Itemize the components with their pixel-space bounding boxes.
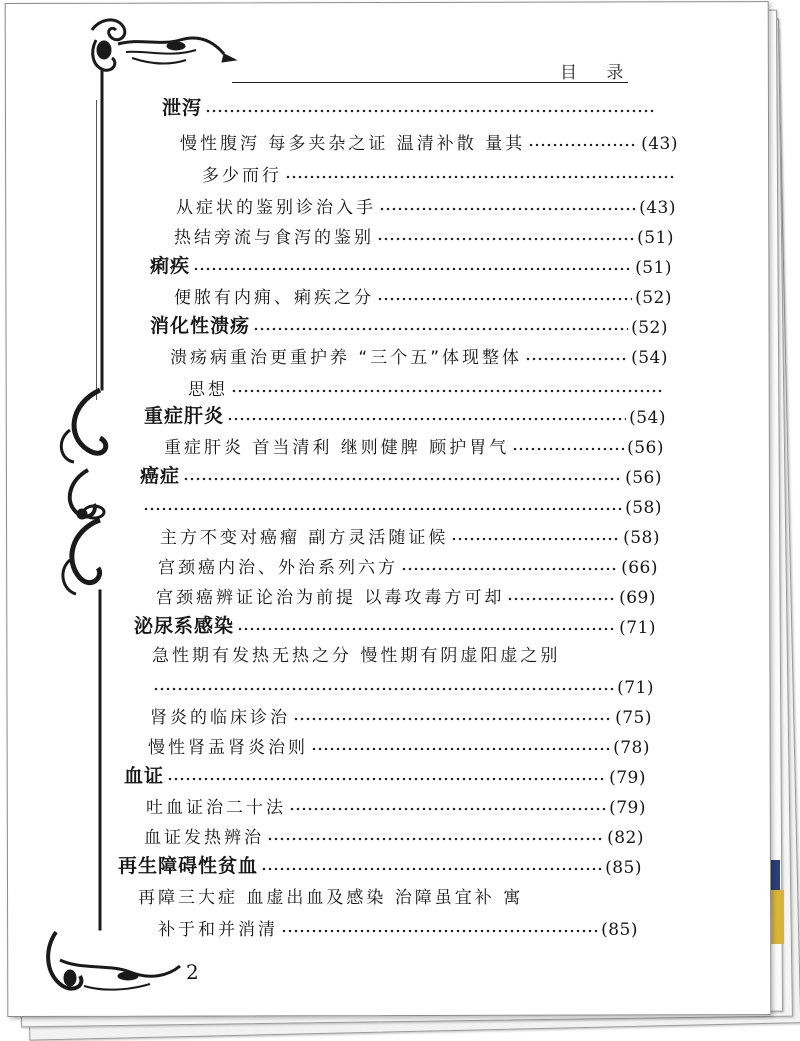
toc-leader-dots [525, 356, 628, 362]
toc-entry[interactable] [118, 852, 642, 878]
toc-entry-title: 宫颈癌内治、外治系列六方 [158, 558, 398, 578]
toc-entry[interactable] [134, 612, 656, 638]
toc-leader-dots [285, 174, 675, 180]
toc-entry-page: (71) [619, 618, 656, 638]
toc-entry-title: 热结旁流与食泻的鉴别 [174, 228, 374, 248]
toc-entry-title: 宫颈癌辨证论治为前提 以毒攻毒方可却 [156, 588, 505, 608]
toc-entry-title: 思想 [188, 380, 228, 400]
toc-entry-title: 主方不变对癌瘤 副方灵活随证候 [160, 528, 449, 548]
toc-entry[interactable] [170, 342, 668, 368]
toc-entry-page: (75) [615, 708, 652, 728]
toc-leader-dots [451, 536, 620, 542]
toc-entry[interactable] [156, 582, 656, 608]
toc-entry[interactable] [174, 222, 674, 248]
toc-entry-title: 吐血证治二十法 [146, 798, 286, 818]
toc-entry-title: 血证发热辨治 [144, 828, 264, 848]
toc-entry-page: (51) [637, 228, 674, 248]
toc-entry-page: (54) [629, 408, 666, 428]
toc-entry[interactable] [158, 552, 658, 578]
toc-entry-title: 癌症 [140, 465, 181, 487]
toc-entry[interactable] [144, 402, 666, 428]
toc-entry-page: (71) [617, 678, 654, 698]
toc-entry[interactable] [174, 282, 672, 308]
toc-entry-title: 泄泻 [162, 97, 203, 119]
toc-entry-title: 痢疾 [150, 255, 191, 277]
toc-leader-dots [231, 388, 663, 394]
toc-entry-page: (51) [635, 258, 672, 278]
toc-entry-page: (78) [613, 738, 650, 758]
toc-entry-page: (56) [627, 438, 664, 458]
toc-leader-dots [253, 326, 628, 332]
toc-leader-dots [237, 626, 616, 632]
toc-entry-title: 泌尿系感染 [134, 615, 235, 637]
toc-entry-title: 血证 [124, 765, 165, 787]
toc-entry[interactable] [150, 312, 668, 338]
toc-entry-title: 重症肝炎 首当清利 继则健脾 顾护胃气 [164, 438, 510, 458]
toc-entry-title: 重症肝炎 [144, 405, 225, 427]
toc-entry-page: (52) [635, 288, 672, 308]
toc-entry-continuation[interactable] [158, 914, 638, 940]
toc-leader-dots [293, 716, 612, 722]
toc-leader-dots [281, 928, 598, 934]
toc-entry-page: (79) [609, 768, 646, 788]
toc-entry-title: 再生障碍性贫血 [118, 855, 259, 877]
toc-entry-page: (56) [625, 468, 662, 488]
page-number: 2 [186, 960, 199, 984]
toc-leader-dots [267, 836, 604, 842]
toc-entry[interactable] [160, 522, 660, 548]
toc-entry-title: 慢性肾盂肾炎治则 [148, 738, 308, 758]
toc-entry[interactable] [162, 94, 658, 120]
toc-leader-dots [401, 566, 618, 572]
toc-leader-dots [377, 296, 632, 302]
toc-entry-page: (85) [601, 920, 638, 940]
toc-leader-dots [377, 236, 634, 242]
toc-leader-dots [289, 806, 606, 812]
toc-leader-dots [227, 416, 626, 422]
toc-entry-continuation[interactable] [188, 374, 666, 400]
toc-entry[interactable] [140, 462, 662, 488]
toc-entry[interactable] [150, 252, 672, 278]
toc-entry-page: (58) [623, 528, 660, 548]
toc-entry-page: (79) [609, 798, 646, 818]
toc-entry[interactable] [152, 640, 622, 666]
toc-entry-page: (43) [639, 198, 676, 218]
toc-entry[interactable] [146, 792, 646, 818]
toc-entry-page: (54) [631, 348, 668, 368]
toc-entry[interactable] [176, 192, 676, 218]
toc-leader-dots [507, 596, 616, 602]
toc-entry-page: (43) [641, 134, 678, 154]
toc-entry-title: 从症状的鉴别诊治入手 [176, 198, 376, 218]
toc-leader-dots [205, 108, 655, 114]
toc-leader-dots [167, 776, 606, 782]
toc-leader-dots [379, 206, 636, 212]
toc-entry-title: 补于和并消清 [158, 920, 278, 940]
toc-entry[interactable] [124, 762, 646, 788]
toc-leader-dots [528, 142, 638, 148]
toc-entry[interactable] [180, 128, 678, 154]
toc-entry-continuation[interactable] [202, 160, 678, 186]
toc-entry-title: 慢性腹泻 每多夹杂之证 温清补散 量其 [180, 134, 526, 154]
toc-entry-title: 便脓有内痈、痢疾之分 [174, 288, 374, 308]
toc-entry-title: 溃疡病重治更重护养 “三个五”体现整体 [170, 348, 523, 368]
toc-entry-continuation[interactable] [150, 672, 654, 698]
toc-leader-dots [261, 866, 602, 872]
toc-entry-page: (69) [619, 588, 656, 608]
toc-entry-page: (85) [605, 858, 642, 878]
toc-entry[interactable] [138, 882, 598, 908]
toc-entry-title: 急性期有发热无热之分 慢性期有阴虚阳虚之别 [152, 646, 561, 666]
running-header-title: 目 录 [560, 63, 636, 83]
toc-entry-title: 肾炎的临床诊治 [150, 708, 290, 728]
toc-entry-title: 消化性溃疡 [150, 315, 251, 337]
toc-entry[interactable] [140, 492, 662, 518]
toc-entry-title: 多少而行 [202, 166, 282, 186]
toc-entry[interactable] [150, 702, 652, 728]
toc-entry-page: (66) [621, 558, 658, 578]
toc-entry-page: (52) [631, 318, 668, 338]
toc-leader-dots [143, 506, 622, 512]
toc-entry-title: 再障三大症 血虚出血及感染 治障虽宜补 寓 [138, 888, 524, 908]
toc-entry-page: (58) [625, 498, 662, 518]
toc-entry-page: (82) [607, 828, 644, 848]
toc-leader-dots [193, 266, 632, 272]
toc-leader-dots [512, 446, 624, 452]
toc-entry[interactable] [148, 732, 650, 758]
toc-leader-dots [153, 686, 614, 692]
toc-leader-dots [183, 476, 622, 482]
toc-entry[interactable] [144, 822, 644, 848]
toc-entry[interactable] [164, 432, 664, 458]
toc-leader-dots [311, 746, 610, 752]
